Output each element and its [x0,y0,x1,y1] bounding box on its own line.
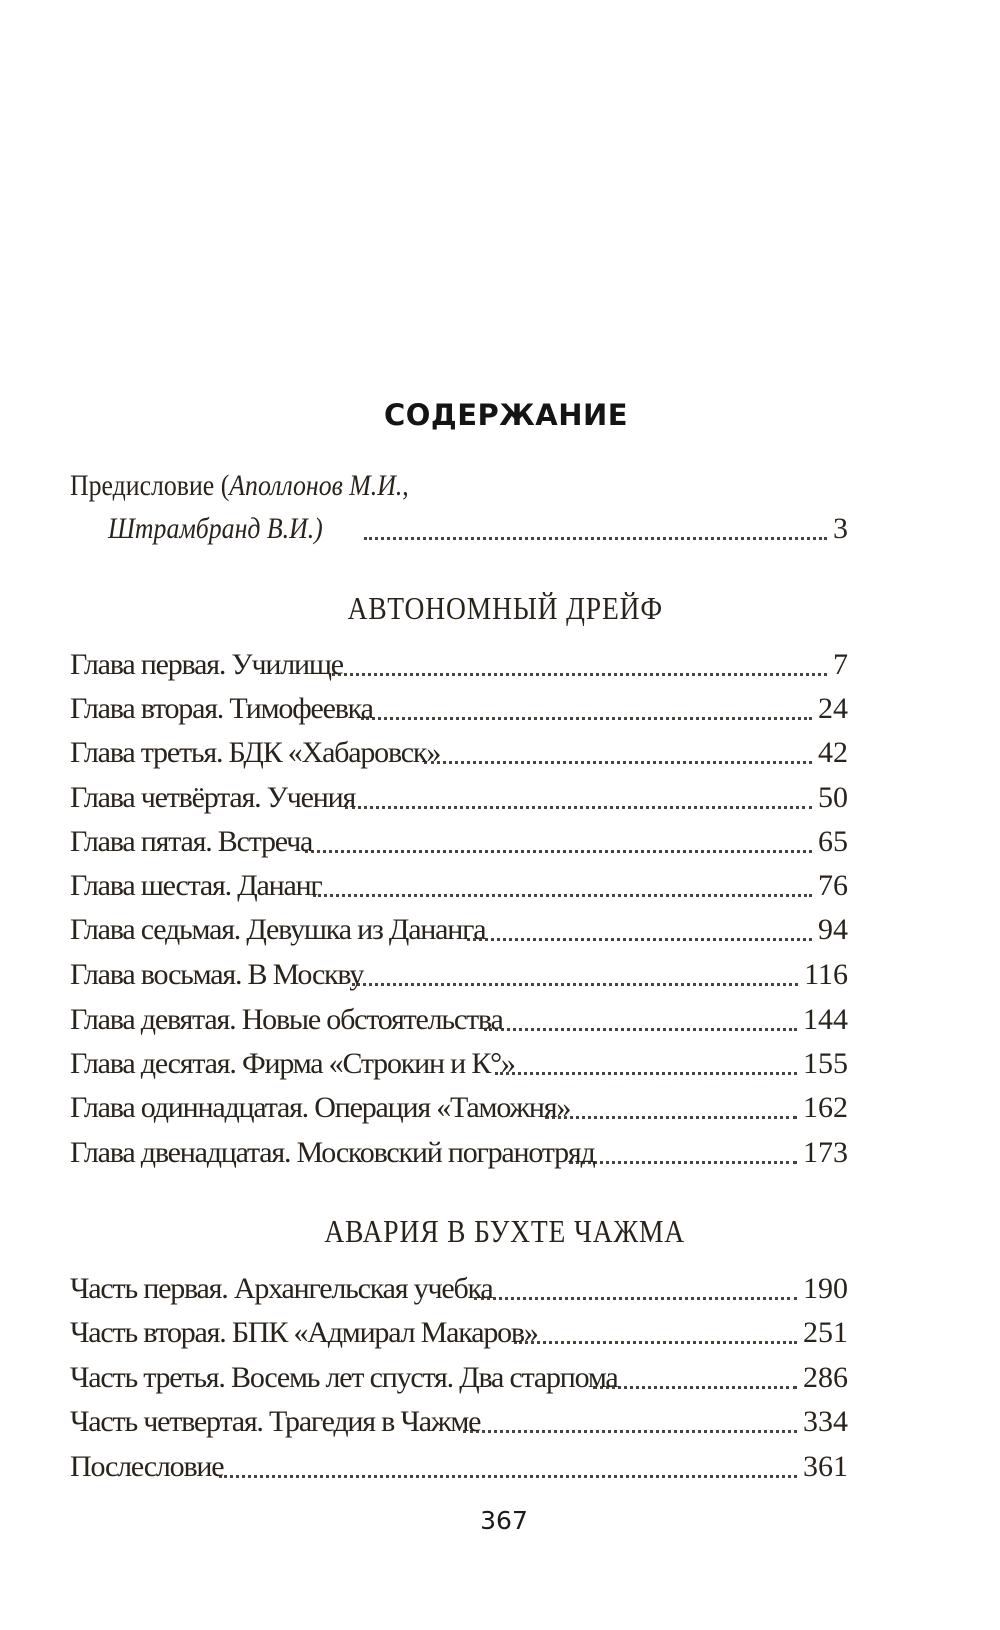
toc-entry[interactable] [70,645,848,685]
entry-label: Глава четвёртая. Учения [70,781,356,814]
page-number: 334 [803,1405,848,1438]
preface-comma: , [402,469,409,502]
toc-entry[interactable] [70,1358,848,1398]
page-number: 144 [803,1003,848,1036]
toc-entry[interactable] [70,1133,848,1173]
toc-entry[interactable] [70,1269,848,1309]
page-number: 155 [803,1047,848,1080]
toc-entry[interactable] [70,910,848,950]
toc-title: СОДЕРЖАНИЕ [383,398,629,432]
page-number: 65 [818,825,848,858]
section-heading-chazhma-accident: АВАРИЯ В БУХТЕ ЧАЖМА [324,1213,686,1249]
dot-leader [514,1341,797,1344]
dot-leader [361,717,812,720]
preface-label: Предисловие ( [70,469,230,502]
page-number: 50 [818,781,848,814]
dot-leader [313,894,812,897]
dot-leader [484,1028,797,1031]
entry-label: Глава шестая. Дананг [70,869,322,902]
toc-entry[interactable] [70,778,848,818]
dot-leader [495,1072,797,1075]
page-number: 361 [803,1450,848,1483]
dot-leader [569,1161,797,1164]
entry-label: Глава одиннадцатая. Операция «Таможня» [70,1091,571,1124]
toc-entry[interactable] [70,1000,848,1040]
toc-entry[interactable] [70,1044,848,1084]
dot-leader [593,1386,797,1389]
toc-entry[interactable] [70,1447,848,1487]
preface-close-paren: ) [314,512,323,545]
dot-leader [424,761,812,764]
page-folio: 367 [480,1506,528,1535]
page-number: 76 [818,869,848,902]
entry-label: Глава двенадцатая. Московский погранотряд [70,1136,595,1169]
dot-leader [219,1475,797,1478]
dot-leader [352,983,798,986]
toc-entry[interactable] [70,955,848,995]
page-number: 42 [818,736,848,769]
toc-entry[interactable] [70,1402,848,1442]
page-number: 3 [833,512,848,545]
entry-label: Глава седьмая. Девушка из Дананга [70,913,486,946]
page-number: 24 [818,692,848,725]
dot-leader [332,673,827,676]
entry-label: Глава вторая. Тимофеевка [70,692,373,725]
toc-entry[interactable] [70,866,848,906]
entry-label: Глава пятая. Встреча [70,825,313,858]
dot-leader [474,1297,797,1300]
toc-entry[interactable] [70,1088,848,1128]
entry-label: Часть четвертая. Трагедия в Чажме [70,1405,481,1438]
dot-leader [345,806,812,809]
page-number: 173 [803,1136,848,1169]
toc-entry[interactable] [70,1313,848,1353]
entry-label: Глава первая. Училище [70,648,343,681]
preface-author-1: Аполлонов М.И. [229,469,403,502]
entry-label: Глава десятая. Фирма «Строкин и К°» [70,1047,515,1080]
dot-leader [463,1430,797,1433]
page-number: 94 [818,913,848,946]
toc-entry[interactable] [70,689,848,729]
section-heading-autonomous-drift: АВТОНОМНЫЙ ДРЕЙФ [347,590,663,626]
entry-label: Глава девятая. Новые обстоятельства [70,1003,503,1036]
entry-label: Часть вторая. БПК «Адмирал Макаров» [70,1316,538,1349]
entry-label: Послесловие [70,1450,224,1483]
toc-entry-preface-line1 [70,466,464,506]
page-number: 251 [803,1316,848,1349]
dot-leader [364,537,827,540]
page-number: 286 [803,1361,848,1394]
dot-leader [545,1116,797,1119]
toc-entry[interactable] [70,822,848,862]
preface-author-2: Штрамбранд В.И. [108,512,315,545]
page-number: 190 [803,1272,848,1305]
entry-label: Часть первая. Архангельская учебка [70,1272,493,1305]
toc-entry-preface[interactable] [108,509,848,549]
page-number: 162 [803,1091,848,1124]
page-number: 116 [804,958,848,991]
entry-label: Часть третья. Восемь лет спустя. Два старпома [70,1361,618,1394]
dot-leader [467,938,812,941]
entry-label: Глава восьмая. В Москву [70,958,364,991]
page-number: 7 [833,648,848,681]
dot-leader [305,850,812,853]
toc-entry[interactable] [70,733,848,773]
entry-label: Глава третья. БДК «Хабаровск» [70,736,441,769]
